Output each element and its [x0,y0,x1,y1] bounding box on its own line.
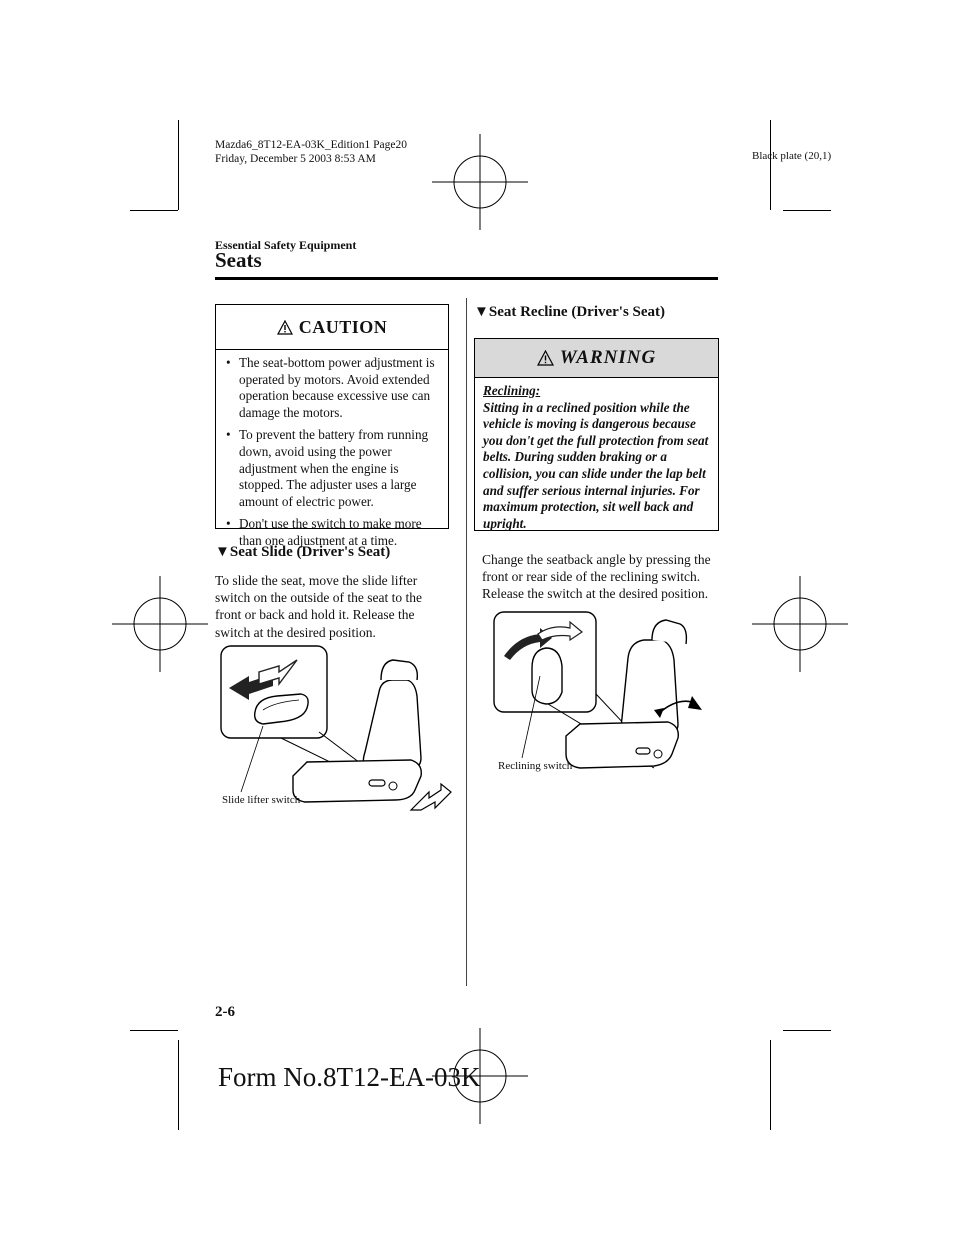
warning-triangle-icon [537,350,554,366]
caution-item [226,355,442,421]
seat-recline-heading-text: Seat Recline (Driver's Seat) [488,304,666,320]
title-rule [215,277,718,280]
bullet: • [226,355,231,370]
caution-header [216,305,448,350]
warning-body: Sitting in a reclined position while the vehicle is moving is dangerous because you don't get the full protection from seat belts. During sudden braking or a collision, you can slide under the lap belt and suffer serious internal injuries. For maximum protection, sit well back and upright. [483,399,709,531]
caution-box [215,304,449,548]
reclining-switch-caption: Reclining switch [498,760,573,772]
crop-mark [178,1040,179,1130]
warning-header [475,339,718,378]
seat-slide-heading [215,544,390,561]
caution-item-text: The seat-bottom power adjustment is operated by motors. Avoid extended operation because excessive use can damage the motors. [239,355,435,420]
print-meta-line1: Mazda6_8T12-EA-03K_Edition1 Page20 [215,139,407,151]
section-marker-icon: ▼ [474,304,489,320]
seat-slide-body: To slide the seat, move the slide lifter switch on the outside of the seat to the front or back and hold it. Release the switch at the desired position. [215,573,422,640]
seat-recline-illustration [492,608,722,778]
seat-slide-heading-text: Seat Slide (Driver's Seat) [229,544,391,560]
slide-lifter-switch-caption: Slide lifter switch [222,794,301,806]
warning-box [474,338,719,531]
crop-mark [178,120,179,210]
bullet: • [226,427,231,443]
black-plate-label: Black plate (20,1) [752,150,832,162]
crop-mark [770,1040,771,1130]
column-divider [466,298,467,986]
caution-item-text: Don't use the switch to make more than one adjustment at a time. [239,516,422,548]
warning-text-block [483,383,712,532]
crop-mark [770,120,771,210]
registration-mark-top [432,134,528,230]
print-meta-line2: Friday, December 5 2003 8:53 AM [215,153,376,165]
registration-mark-left [112,576,208,672]
crop-mark [783,210,831,211]
seat-slide-illustration [215,640,455,815]
page-number: 2-6 [215,1004,235,1020]
section-marker-icon: ▼ [215,544,230,560]
warning-subtitle: Reclining: [483,383,541,398]
warning-triangle-icon [277,320,293,335]
print-metadata [215,138,407,166]
registration-mark-right [752,576,848,672]
caution-item-text: To prevent the battery from running down, avoid using the power adjustment when the engine is stopped. The adjuster uses a large amount of electric power. [239,427,429,509]
seat-recline-body: Change the seatback angle by pressing the front or rear side of the reclining switch. Release the switch at the desired position. [482,552,711,602]
caution-list [226,355,442,556]
page-title: Seats [215,248,262,272]
caution-title: CAUTION [298,316,388,337]
warning-title: WARNING [559,347,657,368]
section-label: Essential Safety Equipment [215,238,357,252]
crop-mark [130,1030,178,1031]
caution-item [226,427,442,510]
bullet: • [226,516,231,532]
seat-recline-heading [474,304,665,321]
form-number: Form No.8T12-EA-03K [218,1062,481,1092]
crop-mark [130,210,178,211]
crop-mark [783,1030,831,1031]
